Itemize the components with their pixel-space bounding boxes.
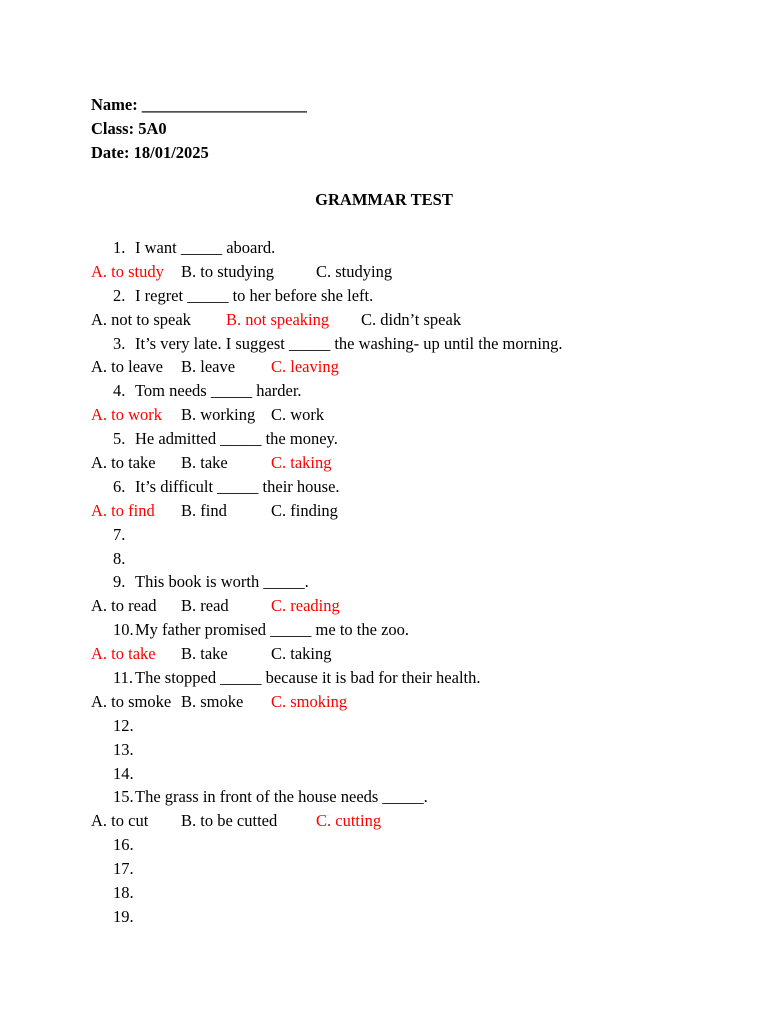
- answer-option: B. take: [181, 453, 228, 473]
- question-item: [0, 714, 768, 738]
- correct-answer-option: A. to study: [91, 261, 164, 281]
- question-item: [0, 284, 768, 308]
- answer-option: C. taking: [271, 644, 332, 664]
- answer-option: B. smoke: [181, 691, 244, 711]
- question-number: 3.: [113, 333, 126, 353]
- answer-option: B. leave: [181, 357, 236, 377]
- correct-answer-option: A. to find: [91, 500, 155, 520]
- answer-option: A. to cut: [91, 811, 149, 831]
- answer-option: A. to take: [91, 453, 156, 473]
- answer-option: C. studying: [316, 261, 393, 281]
- correct-answer-option: A. to work: [91, 405, 163, 425]
- answer-option: A. to read: [91, 596, 157, 616]
- question-number: 7.: [113, 524, 126, 544]
- question-item: [0, 762, 768, 786]
- question-item: [0, 738, 768, 762]
- class-line: Class: 5A0: [91, 119, 167, 138]
- question-item: [0, 547, 768, 571]
- question-item: [0, 570, 768, 594]
- correct-answer-option: A. to take: [91, 644, 156, 664]
- question-item: [0, 618, 768, 642]
- date-line: Date: 18/01/2025: [91, 143, 209, 162]
- question-item: [0, 905, 768, 929]
- answer-option: B. find: [181, 500, 227, 520]
- question-item: [0, 857, 768, 881]
- question-item: [0, 881, 768, 905]
- answer-option: C. didn’t speak: [361, 309, 462, 329]
- question-number: 5.: [113, 429, 126, 449]
- question-item: [0, 833, 768, 857]
- answer-options: [0, 308, 768, 332]
- answer-option: B. read: [181, 596, 229, 616]
- correct-answer-option: C. reading: [271, 596, 340, 616]
- answer-option: B. working: [181, 405, 256, 425]
- correct-answer-option: C. taking: [271, 453, 332, 473]
- question-text: It’s difficult _____ their house.: [135, 476, 340, 496]
- question-text: It’s very late. I suggest _____ the washing- up until the morning.: [135, 333, 563, 353]
- question-text: The stopped _____ because it is bad for their health.: [135, 668, 481, 688]
- answer-options: [0, 809, 768, 833]
- answer-options: [0, 355, 768, 379]
- question-number: 2.: [113, 285, 126, 305]
- question-text: This book is worth _____.: [135, 572, 309, 592]
- answer-option: A. to smoke: [91, 691, 172, 711]
- question-number: 15.: [113, 787, 134, 807]
- question-item: [0, 523, 768, 547]
- correct-answer-option: C. leaving: [271, 357, 339, 377]
- answer-options: [0, 451, 768, 475]
- question-number: 4.: [113, 381, 126, 401]
- answer-options: [0, 642, 768, 666]
- question-text: He admitted _____ the money.: [135, 429, 338, 449]
- correct-answer-option: C. cutting: [316, 811, 382, 831]
- page-title: GRAMMAR TEST: [315, 190, 453, 209]
- question-text: I regret _____ to her before she left.: [135, 285, 374, 305]
- answer-option: C. work: [271, 405, 325, 425]
- question-number: 1.: [113, 238, 126, 257]
- answer-options: [0, 594, 768, 618]
- answer-option: B. to be cutted: [181, 811, 278, 831]
- answer-option: C. finding: [271, 500, 338, 520]
- question-item: [0, 379, 768, 403]
- question-text: The grass in front of the house needs _____.: [135, 787, 428, 807]
- question-text: Tom needs _____ harder.: [135, 381, 302, 401]
- answer-options: [0, 403, 768, 427]
- correct-answer-option: B. not speaking: [226, 309, 330, 329]
- question-number: 10.: [113, 620, 134, 640]
- question-list: [0, 236, 768, 929]
- question-number: 14.: [113, 763, 134, 783]
- question-number: 19.: [113, 906, 134, 926]
- question-number: 6.: [113, 476, 126, 496]
- question-item: [0, 427, 768, 451]
- question-number: 8.: [113, 548, 126, 568]
- question-item: [0, 475, 768, 499]
- student-header: [91, 93, 307, 165]
- question-item: [0, 332, 768, 356]
- answer-options: [0, 499, 768, 523]
- answer-option: B. to studying: [181, 261, 275, 281]
- question-item: [0, 666, 768, 690]
- question-number: 9.: [113, 572, 126, 592]
- answer-option: B. take: [181, 644, 228, 664]
- answer-options: [0, 260, 768, 284]
- question-number: 11.: [113, 668, 134, 688]
- question-text: My father promised _____ me to the zoo.: [135, 620, 410, 640]
- question-text: I want _____ aboard.: [135, 238, 276, 257]
- question-item: [0, 236, 768, 260]
- question-number: 18.: [113, 883, 134, 903]
- answer-options: [0, 690, 768, 714]
- answer-option: A. to leave: [91, 357, 163, 377]
- question-number: 17.: [113, 859, 134, 879]
- answer-option: A. not to speak: [91, 309, 191, 329]
- name-line: Name: ____________________: [91, 95, 307, 114]
- question-number: 16.: [113, 835, 134, 855]
- question-item: [0, 785, 768, 809]
- question-number: 13.: [113, 739, 134, 759]
- correct-answer-option: C. smoking: [271, 691, 348, 711]
- question-number: 12.: [113, 715, 134, 735]
